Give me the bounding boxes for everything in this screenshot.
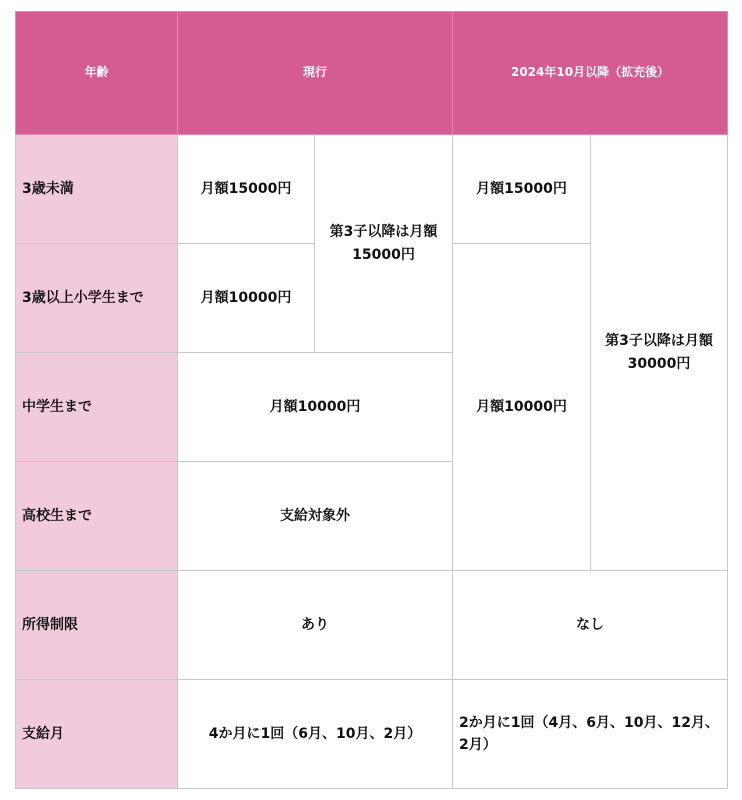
current-under-3: 月額15000円 xyxy=(178,135,315,244)
after-third-child: 第3子以降は月額30000円 xyxy=(591,135,728,571)
after-3-to-high: 月額10000円 xyxy=(453,244,591,571)
current-income-limit: あり xyxy=(178,571,453,680)
after-income-limit: なし xyxy=(453,571,728,680)
current-middle-school: 月額10000円 xyxy=(178,353,453,462)
row-label-under-3: 3歳未満 xyxy=(16,135,178,244)
current-third-child: 第3子以降は月額15000円 xyxy=(315,135,453,353)
header-age: 年齢 xyxy=(16,12,178,135)
after-payment-month: 2か月に1回（4月、6月、10月、12月、2月） xyxy=(453,680,728,789)
row-label-elementary: 3歳以上小学生まで xyxy=(16,244,178,353)
header-after: 2024年10月以降（拡充後） xyxy=(453,12,728,135)
header-current: 現行 xyxy=(178,12,453,135)
row-label-high-school: 高校生まで xyxy=(16,462,178,571)
row-under-3 xyxy=(16,135,728,244)
after-under-3: 月額15000円 xyxy=(453,135,591,244)
row-income-limit xyxy=(16,571,728,680)
header-row xyxy=(16,12,728,135)
row-payment-month xyxy=(16,680,728,789)
row-label-payment-month: 支給月 xyxy=(16,680,178,789)
child-allowance-table xyxy=(15,11,728,789)
row-label-middle-school: 中学生まで xyxy=(16,353,178,462)
current-high-school: 支給対象外 xyxy=(178,462,453,571)
current-elementary: 月額10000円 xyxy=(178,244,315,353)
current-payment-month: 4か月に1回（6月、10月、2月） xyxy=(178,680,453,789)
row-label-income-limit: 所得制限 xyxy=(16,571,178,680)
